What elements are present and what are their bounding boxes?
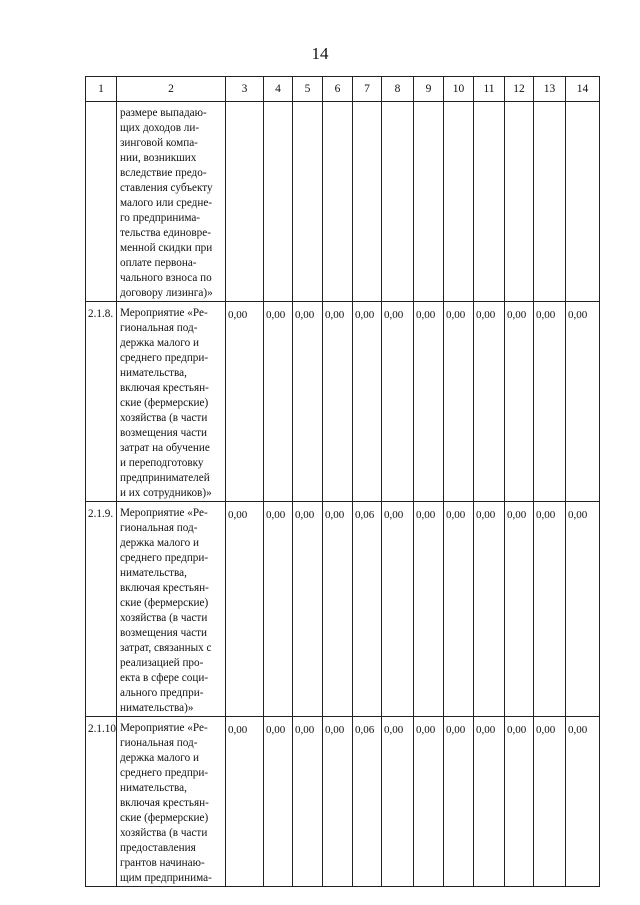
value-cell bbox=[226, 102, 264, 302]
description-line: держка малого и bbox=[120, 752, 199, 764]
description-line: тельства единовре- bbox=[120, 227, 211, 239]
description-line: возмещения части bbox=[120, 627, 208, 639]
value-cell: 0,00 bbox=[474, 302, 505, 502]
description-line: Мероприятие «Ре- bbox=[120, 307, 208, 319]
row-number: 2.1.8. bbox=[86, 302, 117, 502]
value-cell: 0,00 bbox=[566, 717, 600, 887]
value-cell: 0,00 bbox=[474, 717, 505, 887]
value-cell: 0,00 bbox=[505, 717, 534, 887]
description-line: предоставления bbox=[120, 842, 196, 854]
row-description bbox=[117, 717, 226, 887]
value-cell: 0,00 bbox=[323, 717, 353, 887]
row-description bbox=[117, 502, 226, 717]
column-header: 1 bbox=[86, 77, 117, 102]
value-cell: 0,00 bbox=[264, 302, 293, 502]
row-number: 2.1.10 bbox=[86, 717, 117, 887]
description-line: гиональная под- bbox=[120, 322, 198, 334]
column-header: 5 bbox=[293, 77, 323, 102]
description-line: ские (фермерские) bbox=[120, 397, 209, 409]
value-cell bbox=[323, 102, 353, 302]
description-line: затрат, связанных с bbox=[120, 642, 212, 654]
description-line: держка малого и bbox=[120, 337, 199, 349]
description-line: и их сотрудников)» bbox=[120, 487, 212, 499]
value-cell bbox=[293, 102, 323, 302]
data-table bbox=[85, 76, 600, 887]
value-cell: 0,00 bbox=[566, 502, 600, 717]
column-header: 14 bbox=[566, 77, 600, 102]
description-line: чального взноса по bbox=[120, 272, 212, 284]
description-line: нимательства, bbox=[120, 367, 187, 379]
description-line: ального предпри- bbox=[120, 687, 204, 699]
description-line: го предпринима- bbox=[120, 212, 201, 224]
row-description bbox=[117, 102, 226, 302]
value-cell: 0,00 bbox=[293, 717, 323, 887]
table-row bbox=[86, 502, 600, 717]
value-cell: 0,00 bbox=[566, 302, 600, 502]
value-cell: 0,00 bbox=[505, 302, 534, 502]
column-header: 7 bbox=[353, 77, 382, 102]
column-header: 6 bbox=[323, 77, 353, 102]
description-line: включая крестьян- bbox=[120, 382, 209, 394]
description-line: размере выпадаю- bbox=[120, 107, 207, 119]
description-line: затрат на обучение bbox=[120, 442, 210, 454]
description-line: реализацией про- bbox=[120, 657, 204, 669]
value-cell: 0,00 bbox=[444, 502, 474, 717]
description-line: оплате первона- bbox=[120, 257, 197, 269]
column-header: 3 bbox=[226, 77, 264, 102]
value-cell bbox=[505, 102, 534, 302]
column-header: 4 bbox=[264, 77, 293, 102]
description-line: включая крестьян- bbox=[120, 797, 209, 809]
value-cell: 0,00 bbox=[414, 302, 444, 502]
page-number: 14 bbox=[311, 44, 329, 63]
value-cell: 0,00 bbox=[323, 502, 353, 717]
value-cell bbox=[414, 102, 444, 302]
value-cell: 0,00 bbox=[534, 717, 566, 887]
row-number bbox=[86, 102, 117, 302]
value-cell: 0,00 bbox=[505, 502, 534, 717]
row-description bbox=[117, 302, 226, 502]
value-cell bbox=[353, 102, 382, 302]
description-line: договору лизинга)» bbox=[120, 287, 213, 299]
description-line: вследствие предо- bbox=[120, 167, 207, 179]
column-header: 2 bbox=[117, 77, 226, 102]
description-line: предпринимателей bbox=[120, 472, 210, 484]
value-cell: 0,00 bbox=[382, 717, 414, 887]
value-cell bbox=[264, 102, 293, 302]
header-row bbox=[86, 77, 600, 102]
description-line: и переподготовку bbox=[120, 457, 204, 469]
value-cell: 0,00 bbox=[444, 302, 474, 502]
table-row bbox=[86, 717, 600, 887]
table-row bbox=[86, 302, 600, 502]
value-cell: 0,00 bbox=[226, 502, 264, 717]
value-cell: 0,00 bbox=[264, 502, 293, 717]
description-line: Мероприятие «Ре- bbox=[120, 722, 208, 734]
value-cell: 0,00 bbox=[226, 302, 264, 502]
description-line: грантов начинаю- bbox=[120, 857, 205, 869]
description-line: возмещения части bbox=[120, 427, 208, 439]
value-cell: 0,00 bbox=[382, 302, 414, 502]
description-line: среднего предпри- bbox=[120, 352, 209, 364]
description-line: щим предпринима- bbox=[120, 872, 212, 884]
description-line: включая крестьян- bbox=[120, 582, 209, 594]
description-line: екта в сфере соци- bbox=[120, 672, 209, 684]
value-cell bbox=[534, 102, 566, 302]
description-line: нии, возникших bbox=[120, 152, 197, 164]
description-line: ские (фермерские) bbox=[120, 812, 209, 824]
description-line: гиональная под- bbox=[120, 522, 198, 534]
value-cell bbox=[382, 102, 414, 302]
description-line: менной скидки при bbox=[120, 242, 213, 254]
description-line: хозяйства (в части bbox=[120, 612, 208, 624]
value-cell bbox=[444, 102, 474, 302]
description-line: среднего предпри- bbox=[120, 552, 209, 564]
row-number: 2.1.9. bbox=[86, 502, 117, 717]
column-header: 11 bbox=[474, 77, 505, 102]
description-line: малого или средне- bbox=[120, 197, 213, 209]
value-cell: 0,00 bbox=[323, 302, 353, 502]
value-cell: 0,00 bbox=[444, 717, 474, 887]
column-header: 10 bbox=[444, 77, 474, 102]
description-line: Мероприятие «Ре- bbox=[120, 507, 208, 519]
column-header: 8 bbox=[382, 77, 414, 102]
column-header: 13 bbox=[534, 77, 566, 102]
value-cell: 0,00 bbox=[353, 302, 382, 502]
value-cell bbox=[566, 102, 600, 302]
description-line: щих доходов ли- bbox=[120, 122, 200, 134]
description-line: хозяйства (в части bbox=[120, 827, 208, 839]
value-cell: 0,06 bbox=[353, 717, 382, 887]
description-line: гиональная под- bbox=[120, 737, 198, 749]
description-line: среднего предпри- bbox=[120, 767, 209, 779]
column-header: 9 bbox=[414, 77, 444, 102]
description-line: ские (фермерские) bbox=[120, 597, 209, 609]
description-line: нимательства)» bbox=[120, 702, 194, 714]
description-line: зинговой компа- bbox=[120, 137, 198, 149]
value-cell: 0,00 bbox=[534, 302, 566, 502]
value-cell: 0,00 bbox=[382, 502, 414, 717]
value-cell: 0,00 bbox=[534, 502, 566, 717]
description-line: нимательства, bbox=[120, 782, 187, 794]
value-cell bbox=[474, 102, 505, 302]
value-cell: 0,06 bbox=[353, 502, 382, 717]
value-cell: 0,00 bbox=[474, 502, 505, 717]
description-line: держка малого и bbox=[120, 537, 199, 549]
value-cell: 0,00 bbox=[414, 717, 444, 887]
value-cell: 0,00 bbox=[293, 302, 323, 502]
value-cell: 0,00 bbox=[226, 717, 264, 887]
value-cell: 0,00 bbox=[264, 717, 293, 887]
value-cell: 0,00 bbox=[293, 502, 323, 717]
description-line: нимательства, bbox=[120, 567, 187, 579]
column-header: 12 bbox=[505, 77, 534, 102]
table-row bbox=[86, 102, 600, 302]
description-line: ставления субъекту bbox=[120, 182, 213, 194]
description-line: хозяйства (в части bbox=[120, 412, 208, 424]
value-cell: 0,00 bbox=[414, 502, 444, 717]
